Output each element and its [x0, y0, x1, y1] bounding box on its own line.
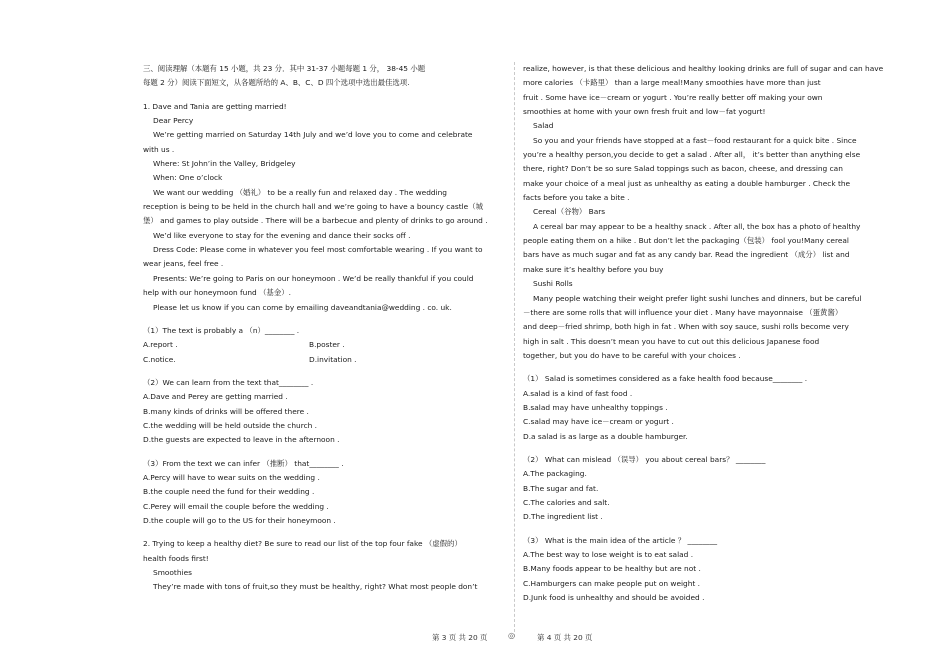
option-c[interactable]: C.Perey will email the couple before the wedding .: [143, 501, 329, 511]
question-stem: （3）From the text we can infer （推断） that________ .: [143, 458, 344, 468]
passage-line: Presents: We’re going to Paris on our honeymoon . We’d be really thankful if you could: [153, 273, 474, 283]
passage-line: you’re a healthy person,you decide to get a salad . After all， it’s better than anything else: [523, 150, 861, 160]
option-a[interactable]: A.The best way to lose weight is to eat salad .: [523, 550, 694, 559]
option-c[interactable]: C.the wedding will be held outside the church .: [143, 420, 318, 430]
column-divider: [514, 62, 515, 637]
passage-line: with us .: [143, 144, 175, 154]
right-column: [523, 62, 903, 605]
option-a[interactable]: A.salad is a kind of fast food .: [523, 388, 633, 398]
option-b[interactable]: B.poster .: [309, 340, 345, 350]
option-b[interactable]: B.The sugar and fat.: [523, 483, 599, 493]
passage-line: bars have as much sugar and fat as any candy bar. Read the ingredient （成分） list and: [523, 250, 850, 260]
left-column: [143, 62, 513, 595]
passage-line: A cereal bar may appear to be a healthy snack . After all, the box has a photo of healthy: [533, 221, 861, 231]
passage-line: smoothies at home with your own fresh fruit and low－fat yogurt!: [523, 107, 766, 117]
passage-line: When: One o’clock: [153, 173, 223, 183]
option-d[interactable]: D.Junk food is unhealthy and should be avoided .: [523, 593, 705, 603]
option-a[interactable]: A.Dave and Perey are getting married .: [143, 392, 288, 402]
passage-line: realize, however, is that these delicious and healthy looking drinks are full of sugar and can have: [523, 64, 884, 73]
passage-line: and deep－fried shrimp, both high in fat . When with soy sauce, sushi rolls become very: [523, 322, 849, 332]
passage-title: 1. Dave and Tania are getting married!: [143, 101, 287, 111]
passage-line: help with our honeymoon fund （基金）.: [143, 288, 291, 298]
question-stem: （2） What can mislead （误导） you about cereal bars？ ________: [523, 454, 766, 464]
question-stem: （1） Salad is sometimes considered as a fake health food because________ .: [523, 374, 808, 384]
option-d[interactable]: D.the guests are expected to leave in the afternoon .: [143, 435, 340, 445]
option-b[interactable]: B.the couple need the fund for their wedding .: [143, 487, 315, 497]
passage-line: facts before you take a bite .: [523, 193, 630, 203]
passage-line: health foods first!: [143, 553, 209, 563]
section-header-line: 每题 2 分）阅读下面短文，从各题所给的 A、B、C、D 四个选项中选出最佳选项.: [143, 78, 410, 88]
option-b[interactable]: B.many kinds of drinks will be offered there .: [143, 406, 309, 416]
passage-line: －there are some rolls that will influence your diet . Many have mayonnaise （蛋黄酱）: [523, 307, 843, 317]
option-d[interactable]: D.the couple will go to the US for their honeymoon .: [143, 515, 336, 525]
option-row: [143, 353, 513, 367]
option-a[interactable]: A.Percy will have to wear suits on the wedding .: [143, 472, 320, 482]
passage-line: Many people watching their weight prefer light sushi lunches and dinners, but be careful: [533, 293, 862, 303]
option-b[interactable]: B.Many foods appear to be healthy but are not .: [523, 564, 701, 574]
passage-line: We’re getting married on Saturday 14th July and we’d love you to come and celebrate: [153, 130, 473, 140]
option-d[interactable]: D.a salad is as large as a double hamburger.: [523, 431, 688, 441]
question-stem: （1）The text is probably a （n）________ .: [143, 325, 300, 335]
passage-line: people eating them on a hike . But don’t let the packaging（包装） fool you!Many cereal: [523, 236, 849, 246]
passage-title: 2. Trying to keep a healthy diet? Be sure to read our list of the top four fake （虚假的）: [143, 539, 462, 549]
subheading-smoothies: Smoothies: [153, 568, 192, 577]
option-c[interactable]: C.Hamburgers can make people put on weight .: [523, 578, 701, 588]
option-d[interactable]: D.The ingredient list .: [523, 512, 603, 522]
option-b[interactable]: B.salad may have unhealthy toppings .: [523, 402, 668, 412]
option-a[interactable]: A.report .: [143, 340, 178, 350]
option-c[interactable]: C.notice.: [143, 354, 176, 364]
passage-line: wear jeans, feel free .: [143, 259, 224, 269]
passage-line: make your choice of a meal just as unhealthy as eating a double hamburger . Check the: [523, 178, 851, 188]
passage-line: Dear Percy: [153, 116, 194, 126]
subheading-cereal-bars: Cereal（谷物） Bars: [533, 207, 606, 217]
passage-line: So you and your friends have stopped at a fast－food restaurant for a quick bite . Since: [533, 135, 857, 145]
subheading-sushi-rolls: Sushi Rolls: [533, 279, 573, 289]
passage-line: We want our wedding （婚礼） to be a really fun and relaxed day . The wedding: [153, 187, 448, 197]
option-c[interactable]: C.salad may have ice－cream or yogurt .: [523, 417, 674, 427]
passage-line: Where: St John’in the Valley, Bridgeley: [153, 159, 296, 169]
passage-line: make sure it’s healthy before you buy: [523, 264, 664, 274]
passage-line: fruit . Some have ice－cream or yogurt . You’re really better off making your own: [523, 92, 823, 102]
passage-line: there, right? Don’t be so sure Salad toppings such as bacon, cheese, and dressing can: [523, 164, 843, 174]
question-stem: （3） What is the main idea of the article ？ ________: [523, 535, 718, 545]
section-header-line: 三、阅读理解（本题有 15 小题，共 23 分．其中 31-37 小题每题 1 分， 38-45 小题: [143, 64, 426, 73]
subheading-salad: Salad: [533, 121, 554, 131]
passage-line: They’re made with tons of fruit,so they must be healthy, right? What most people don’t: [153, 582, 478, 592]
page-number-right: 第 4 页 共 20 页: [537, 633, 593, 642]
passage-line: Dress Code: Please come in whatever you feel most comfortable wearing . If you want to: [153, 245, 483, 255]
passage-line: We’d like everyone to stay for the evening and dance their socks off .: [153, 230, 411, 240]
option-a[interactable]: A.The packaging.: [523, 469, 587, 479]
question-stem: （2）We can learn from the text that________ .: [143, 377, 314, 387]
passage-line: Please let us know if you can come by emailing daveandtania@wedding . co. uk.: [153, 302, 452, 312]
option-d[interactable]: D.invitation .: [309, 354, 357, 364]
passage-line: together, but you do have to be careful with your choices .: [523, 350, 741, 360]
passage-line: 堡） and games to play outside . There will be a barbecue and plenty of drinks to go around .: [143, 216, 488, 226]
passage-line: high in salt . This doesn’t mean you have to cut out this delicious Japanese food: [523, 336, 820, 346]
page-number-left: 第 3 页 共 20 页: [432, 633, 488, 642]
passage-line: reception is being to be held in the church hall and we’re going to have a bouncy castle（城: [143, 202, 483, 212]
passage-line: more calories （卡路里） than a large meal!Many smoothies have more than just: [523, 78, 821, 88]
option-row: [143, 338, 513, 352]
center-mark-icon: ◎: [508, 631, 515, 640]
option-c[interactable]: C.The calories and salt.: [523, 497, 610, 507]
